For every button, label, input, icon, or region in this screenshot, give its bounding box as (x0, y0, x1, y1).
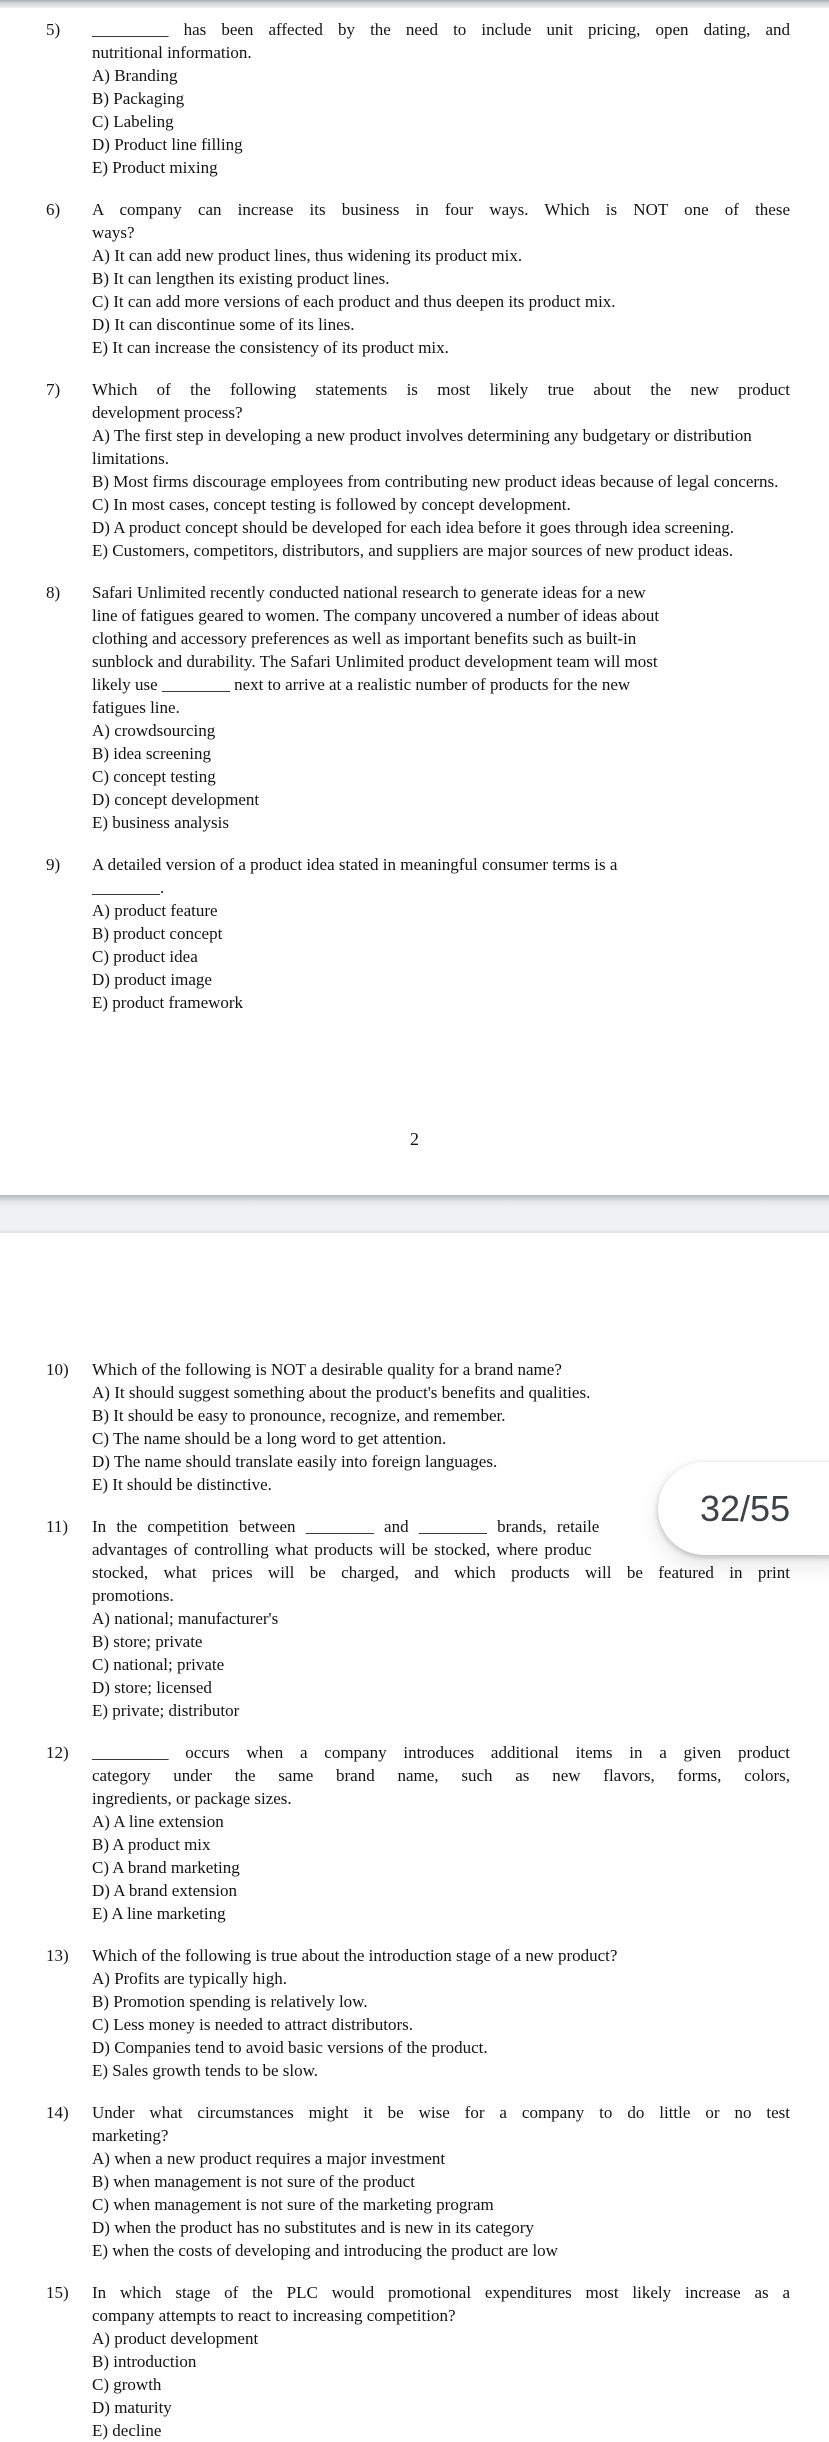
answer-option: D) store; licensed (92, 1678, 212, 1697)
question-stem-line: sunblock and durability. The Safari Unlimited product development team will most (92, 652, 658, 671)
answer-option: D) when the product has no substitutes and is new in its category (92, 2218, 534, 2237)
answer-option: B) Packaging (92, 89, 185, 108)
question-stem-line: stocked, what prices will be charged, and which products will be featured in print (92, 1563, 790, 1582)
question-number: 5) (46, 20, 61, 39)
answer-option: B) introduction (92, 2352, 197, 2371)
answer-option: B) Most firms discourage employees from contributing new product ideas because of legal concerns. (92, 472, 779, 491)
answer-option: C) national; private (92, 1655, 225, 1674)
question-stem (92, 18, 790, 64)
answer-option: E) It can increase the consistency of its product mix. (92, 338, 449, 357)
question-body (92, 1944, 790, 2082)
question-number: 15) (46, 2283, 69, 2302)
answer-option: E) product framework (92, 993, 244, 1012)
answer-options (92, 2147, 790, 2262)
answer-option: E) business analysis (92, 813, 229, 832)
answer-option: E) decline (92, 2421, 162, 2440)
question-stem-line: clothing and accessory preferences as well as important benefits such as built-in (92, 629, 637, 648)
question-number: 7) (46, 380, 61, 399)
answer-option: E) private; distributor (92, 1701, 240, 1720)
question (0, 1944, 829, 2082)
question-stem-line: _________ occurs when a company introduces additional items in a given product (92, 1743, 790, 1762)
question-number: 11) (46, 1517, 69, 1536)
question-stem (92, 2281, 790, 2327)
question-body (92, 1741, 790, 1925)
answer-option: C) when management is not sure of the marketing program (92, 2195, 494, 2214)
question-list-page-2 (0, 18, 829, 1014)
question-stem-line: Which of the following is NOT a desirable quality for a brand name? (92, 1360, 562, 1379)
question-stem (92, 378, 790, 424)
answer-options (92, 1607, 790, 1722)
answer-option: C) Less money is needed to attract distributors. (92, 2015, 414, 2034)
answer-option: B) when management is not sure of the product (92, 2172, 415, 2191)
question-stem-line: advantages of controlling what products will be stocked, where produc (92, 1540, 592, 1559)
question-stem-line: category under the same brand name, such as new flavors, forms, colors, (92, 1766, 790, 1785)
question-stem-line: marketing? (92, 2126, 169, 2145)
question-stem (92, 1741, 790, 1810)
question-stem-line: likely use ________ next to arrive at a realistic number of products for the new (92, 675, 631, 694)
answer-option: B) It should be easy to pronounce, recognize, and remember. (92, 1406, 506, 1425)
question-stem-line: In the competition between ________ and ________ brands, retaile (92, 1517, 600, 1536)
answer-options (92, 424, 790, 562)
question-stem (92, 1358, 790, 1381)
page-number: 2 (410, 1129, 419, 1149)
page-gap-top (0, 0, 829, 8)
answer-option: A) crowdsourcing (92, 721, 216, 740)
answer-option: A) The first step in developing a new product involves determining any budgetary or distribution limitations. (92, 426, 752, 468)
answer-option: A) Branding (92, 66, 178, 85)
question-stem (92, 198, 790, 244)
question-stem-line: A company can increase its business in four ways. Which is NOT one of these (92, 200, 790, 219)
answer-option: A) product feature (92, 901, 218, 920)
answer-option: C) concept testing (92, 767, 216, 786)
answer-option: E) Customers, competitors, distributors, and suppliers are major sources of new product ideas. (92, 541, 734, 560)
question-stem-line: A detailed version of a product idea stated in meaningful consumer terms is a (92, 855, 618, 874)
question-body (92, 2101, 790, 2262)
answer-option: D) It can discontinue some of its lines. (92, 315, 355, 334)
answer-option: E) It should be distinctive. (92, 1475, 272, 1494)
answer-options (92, 244, 790, 359)
question-stem-line: ways? (92, 223, 135, 242)
question-stem-line: Which of the following is true about the introduction stage of a new product? (92, 1946, 618, 1965)
answer-option: D) The name should translate easily into foreign languages. (92, 1452, 498, 1471)
question-stem-line: Which of the following statements is most likely true about the new product (92, 380, 790, 399)
question-number: 13) (46, 1946, 69, 1965)
question-stem-line: In which stage of the PLC would promotional expenditures most likely increase as a (92, 2283, 790, 2302)
question-number: 14) (46, 2103, 69, 2122)
answer-option: D) Companies tend to avoid basic versions of the product. (92, 2038, 488, 2057)
question-body (92, 378, 790, 562)
answer-option: C) A brand marketing (92, 1858, 240, 1877)
answer-option: D) A product concept should be developed for each idea before it goes through idea screening. (92, 518, 734, 537)
question (0, 198, 829, 359)
answer-option: B) Promotion spending is relatively low. (92, 1992, 368, 2011)
question (0, 853, 829, 1014)
question-stem-line: company attempts to react to increasing competition? (92, 2306, 456, 2325)
answer-option: B) store; private (92, 1632, 203, 1651)
answer-options (92, 899, 790, 1014)
question-stem-line: Under what circumstances might it be wise for a company to do little or no test (92, 2103, 790, 2122)
answer-option: A) product development (92, 2329, 259, 2348)
answer-option: E) Sales growth tends to be slow. (92, 2061, 319, 2080)
question-stem (92, 1944, 790, 1967)
answer-option: E) when the costs of developing and introducing the product are low (92, 2241, 558, 2260)
question-stem-line: ________. (92, 878, 165, 897)
question-number: 8) (46, 583, 61, 602)
question-body (92, 198, 790, 359)
question-number: 6) (46, 200, 61, 219)
answer-option: D) concept development (92, 790, 260, 809)
answer-option: A) It should suggest something about the product's benefits and qualities. (92, 1383, 591, 1402)
answer-option: E) Product mixing (92, 158, 218, 177)
answer-option: B) It can lengthen its existing product lines. (92, 269, 390, 288)
answer-option: A) when a new product requires a major investment (92, 2149, 446, 2168)
page-indicator-label: 32/55 (700, 1487, 791, 1529)
question (0, 18, 829, 179)
question-stem (92, 581, 790, 719)
answer-options (92, 719, 790, 834)
question-stem-line: Safari Unlimited recently conducted national research to generate ideas for a new (92, 583, 646, 602)
answer-option: B) idea screening (92, 744, 211, 763)
answer-option: D) Product line filling (92, 135, 243, 154)
question-stem-line: promotions. (92, 1586, 174, 1605)
answer-options (92, 1810, 790, 1925)
question-stem-line: development process? (92, 403, 243, 422)
question-stem (92, 2101, 790, 2147)
answer-option: B) A product mix (92, 1835, 211, 1854)
question-stem-line: nutritional information. (92, 43, 252, 62)
question-stem-line: ingredients, or package sizes. (92, 1789, 292, 1808)
answer-option: D) maturity (92, 2398, 172, 2417)
answer-option: C) product idea (92, 947, 198, 966)
answer-options (92, 2327, 790, 2442)
question-body (92, 18, 790, 179)
document-page-3 (0, 1233, 829, 2442)
question (0, 2281, 829, 2442)
answer-option: D) product image (92, 970, 212, 989)
question-number: 12) (46, 1743, 69, 1762)
answer-option: C) Labeling (92, 112, 174, 131)
question (0, 1741, 829, 1925)
question (0, 581, 829, 834)
answer-option: C) The name should be a long word to get attention. (92, 1429, 447, 1448)
answer-option: D) A brand extension (92, 1881, 237, 1900)
answer-option: E) A line marketing (92, 1904, 226, 1923)
question-stem-line: _________ has been affected by the need to include unit pricing, open dating, and (92, 20, 790, 39)
answer-option: A) national; manufacturer's (92, 1609, 279, 1628)
answer-option: B) product concept (92, 924, 223, 943)
answer-option: C) It can add more versions of each product and thus deepen its product mix. (92, 292, 616, 311)
answer-option: C) In most cases, concept testing is followed by concept development. (92, 495, 571, 514)
question (0, 378, 829, 562)
question-body (92, 2281, 790, 2442)
question-body (92, 853, 790, 1014)
question (0, 2101, 829, 2262)
answer-options (92, 64, 790, 179)
answer-option: C) growth (92, 2375, 162, 2394)
page-indicator-badge (658, 1462, 829, 1555)
document-page-2 (0, 8, 829, 1195)
answer-options (92, 1967, 790, 2082)
question-body (92, 581, 790, 834)
page-separator (0, 1195, 829, 1233)
question-stem (92, 853, 790, 899)
answer-option: A) A line extension (92, 1812, 224, 1831)
question-number: 9) (46, 855, 61, 874)
question-stem-line: line of fatigues geared to women. The company uncovered a number of ideas about (92, 606, 660, 625)
answer-option: A) It can add new product lines, thus widening its product mix. (92, 246, 523, 265)
question-stem-line: fatigues line. (92, 698, 180, 717)
question-number: 10) (46, 1360, 69, 1379)
answer-option: A) Profits are typically high. (92, 1969, 287, 1988)
